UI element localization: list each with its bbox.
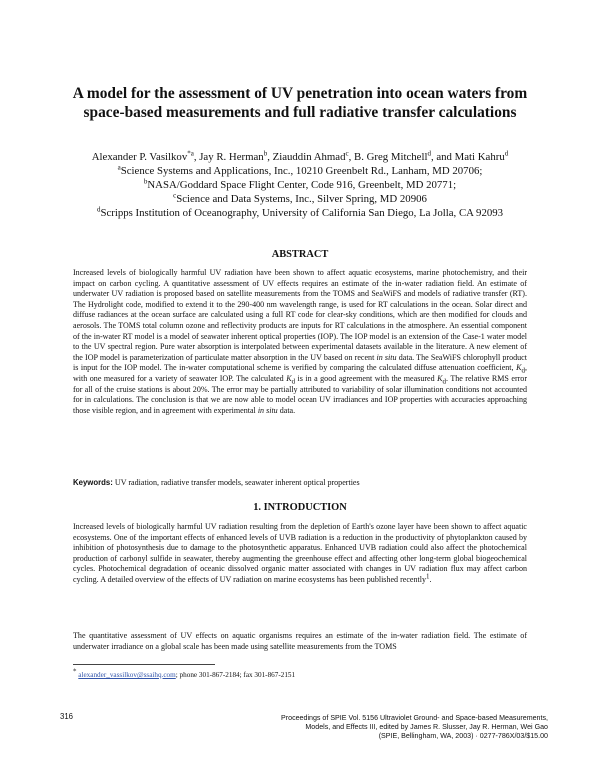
abstract-part: . The relative RMS error for all of the cruise stations is about 20%. The error may be partially attributed to variability of solar illumination conditions not accounted for in calculations. The conclusion is that we are now able to model ocean UV irradiances and IOP properties with accuracies approaching those visible region, and in agreement with experimental — [73, 373, 528, 415]
abstract-heading: ABSTRACT — [271, 249, 329, 260]
affiliation-line — [40, 164, 560, 178]
keywords-label: Keywords: — [73, 478, 113, 487]
footnote-divider — [73, 664, 215, 665]
affiliation-marker: c — [173, 191, 177, 200]
intro-text: Increased levels of biologically harmful UV radiation resulting from the depletion of Earth's ozone layer have been shown to affect aquatic ecosystems. One of the important effects of enhanced levels of UVB radiation is a reduction in the productivity of phytoplankton caused by inhibition of photosynthesis due to damage to the photosynthetic apparatus. Enhanced UVB radiation could also affect the photochemical production of carbonyl sulfide in seawater, thereby augmenting the greenhouse effect and affecting other long-term global biogeochemical cycles. Photochemical degradation of oceanic dissolved organic matter associated with changes in UV radiation flux may affect carbon cycling. A detailed overview of the effects of UV radiation on marine ecosystems has been published recently — [73, 522, 527, 584]
abstract-italic: in situ — [376, 352, 397, 362]
page-number: 316 — [60, 712, 74, 721]
affiliation-marker: *a — [187, 149, 194, 158]
abstract-italic: in situ — [257, 405, 278, 415]
proceedings-citation — [248, 714, 548, 741]
author-name: Jay R. Herman — [199, 151, 264, 163]
affiliation-marker: d — [504, 149, 509, 158]
introduction-heading: 1. INTRODUCTION — [253, 502, 347, 513]
abstract-part: data. The SeaWiFS chlorophyll product is input for the IOP model. The in-water computational scheme is verified by comparing the calculated diffuse attenuation coefficient, — [73, 352, 527, 373]
kd-symbol: K — [437, 373, 443, 383]
intro-text: . — [429, 574, 432, 584]
author-list — [40, 150, 560, 164]
affiliation-line — [40, 206, 560, 220]
abstract-part: is in a good agreement with the measured — [295, 373, 438, 383]
author-name: B. Greg Mitchell — [354, 151, 428, 163]
affiliation-marker: a — [117, 163, 121, 172]
author-separator: , — [193, 151, 200, 163]
affiliation-marker: d — [96, 205, 101, 214]
affiliation-text: Scripps Institution of Oceanography, University of California San Diego, La Jolla, CA 92093 — [100, 207, 504, 219]
affiliation-line — [40, 192, 560, 206]
abstract-text — [73, 268, 527, 416]
affiliation-text: NASA/Goddard Space Flight Center, Code 916, Greenbelt, MD 20771; — [147, 179, 457, 191]
affiliation-text: Science Systems and Applications, Inc., 10210 Greenbelt Rd., Lanham, MD 20706; — [120, 165, 483, 177]
introduction-paragraph-1 — [73, 522, 527, 586]
citation-ref: 1 — [426, 572, 430, 581]
author-separator: , — [267, 151, 273, 163]
affiliation-marker: b — [263, 149, 268, 158]
introduction-paragraph-2: The quantitative assessment of UV effects on aquatic organisms requires an estimate of the in-water radiation field. The estimate of underwater irradiance on a global scale has been made using satellite measurements from the TOMS — [73, 631, 527, 651]
affiliation-marker: d — [427, 149, 431, 158]
keywords-text: UV radiation, radiative transfer models, seawater inherent optical properties — [114, 478, 360, 487]
paper-title: A model for the assessment of UV penetration into ocean waters from space-based measurements and full radiative transfer calculations — [72, 85, 528, 121]
author-name: Ziauddin Ahmad — [272, 151, 346, 163]
kd-symbol: K — [286, 373, 292, 383]
affiliation-marker: b — [143, 177, 148, 186]
email-link[interactable]: alexander_vassilkov@ssaihq.com — [78, 671, 176, 679]
proceedings-line: Proceedings of SPIE Vol. 5156 Ultraviolet Ground- and Space-based Measurements, — [281, 714, 548, 722]
affiliation-line — [40, 178, 560, 192]
kd-subscript: d — [291, 377, 296, 386]
kd-symbol: K — [516, 363, 522, 373]
proceedings-line: (SPIE, Bellingham, WA, 2003) · 0277-786X/03/$15.00 — [378, 732, 548, 740]
author-separator: , — [348, 151, 354, 163]
author-name: Mati Kahru — [454, 151, 505, 163]
kd-subscript: d — [442, 377, 446, 386]
footnote-text: ; phone 301-867-2184; fax 301-867-2151 — [175, 671, 296, 679]
author-separator: , and — [430, 151, 455, 163]
kd-subscript: d — [521, 366, 525, 375]
abstract-part: , with one measured for a variety of seawater IOP. The calculated — [73, 363, 527, 383]
affiliation-text: Science and Data Systems, Inc., Silver Spring, MD 20906 — [176, 193, 427, 205]
affiliation-marker: c — [345, 149, 349, 158]
footnote-marker: * — [73, 667, 77, 676]
author-name: Alexander P. Vasilkov — [91, 151, 188, 163]
proceedings-line: Models, and Effects III, edited by James R. Slusser, Jay R. Herman, Wei Gao — [305, 723, 548, 731]
abstract-part: Increased levels of biologically harmful UV radiation have been shown to affect aquatic ecosystems, marine photochemistry, and their impact on carbon cycling. A quantitative assessment of UV effects requires an estimate of the in-water radiation field. An estimate of underwater UV radiation is proposed based on satellite measurements from the TOMS and SeaWiFS and models of radiative transfer (RT). The Hydrolight code, modified to extend it to the 290-400 nm wavelength range, is used for RT calculations in the ocean. Solar direct and diffuse radiances at the ocean surface are calculated using a full RT code for clear-sky conditions, which are then modified for clouds and aerosols. The TOMS total column ozone and reflectivity products are inputs for RT calculations in the atmosphere. An essential component of the in-water RT model is a model of seawater inherent optical properties (IOP). The IOP model is an extension of the Case-1 water model to the UV spectral region. Pure water absorption is interpolated between experimental datasets available in the literature. A new element of the IOP model is parameterization of particulate matter absorption in the UV based on recent — [73, 268, 527, 362]
keywords — [73, 478, 527, 487]
author-block — [40, 150, 560, 220]
abstract-part: data. — [277, 405, 296, 415]
footnote — [73, 667, 296, 679]
